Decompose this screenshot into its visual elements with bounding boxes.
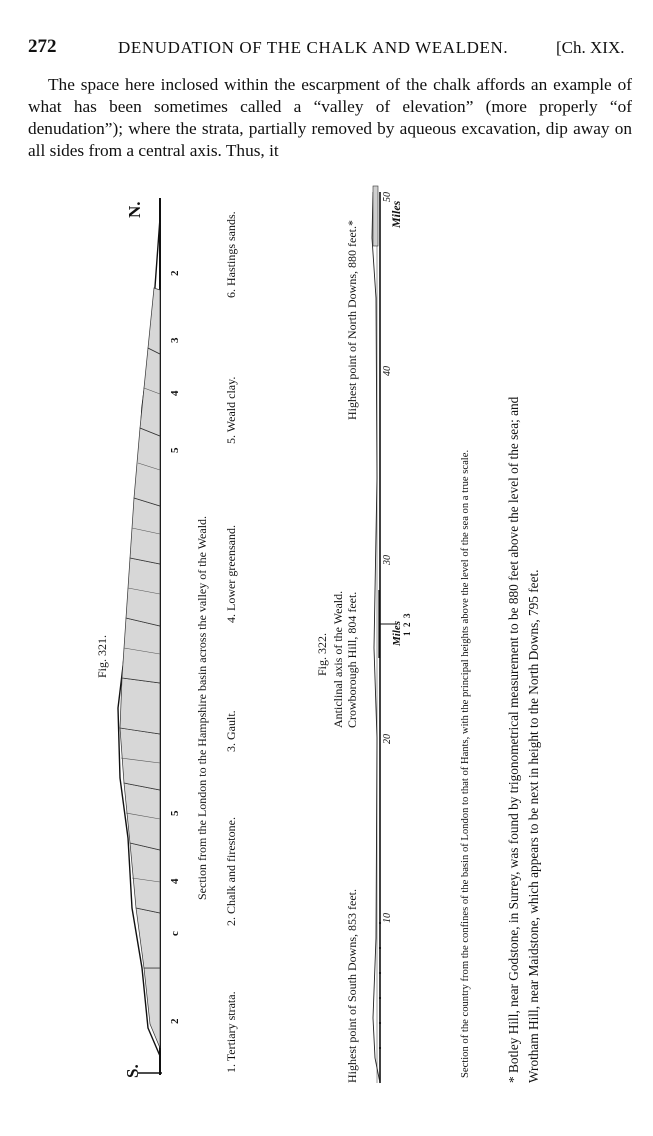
fig322-label: Fig. 322. — [315, 632, 329, 676]
stratum-number: 5 — [169, 810, 181, 816]
body-paragraph — [28, 74, 632, 162]
fig321-section — [118, 198, 162, 1075]
fig322-north-downs-label: Highest point of North Downs, 880 feet.* — [345, 220, 359, 420]
stratum-number: 2 — [169, 1018, 181, 1024]
fig322-south-downs-label: Highest point of South Downs, 853 feet. — [345, 889, 359, 1083]
stratum-number: 5 — [169, 447, 181, 453]
fig321-label: Fig. 321. — [95, 634, 109, 678]
stratum-number: 4 — [169, 878, 181, 884]
chapter-label: [Ch. XIX. — [556, 38, 625, 57]
small-scale-tick: 1 — [402, 631, 412, 636]
scale-mile-label: 40 — [382, 366, 393, 376]
paragraph-line: example of what has been sometimes called a “valley of elevation” — [28, 75, 632, 116]
fig322-small-scale — [391, 613, 412, 647]
running-title: DENUDATION OF THE CHALK AND WEALDEN. — [118, 38, 509, 57]
page-number: 272 — [28, 36, 57, 57]
paragraph-line: aqueous excavation, dip away on all sides from a central axis. Thus, it — [28, 119, 632, 160]
stratum-number: 3 — [169, 337, 181, 343]
figure-plate — [28, 178, 632, 1093]
scale-mile-label: 20 — [382, 734, 393, 744]
fig321-stratum-numbers — [169, 270, 181, 1024]
legend-item: 5. Weald clay. — [224, 376, 238, 444]
fig321-caption: Section from the London to the Hampshire basin across the valley of the Weald. — [195, 515, 209, 900]
footnote-line-2: Wrotham Hill, near Maidstone, which appears to be next in height to the North Downs, 795 feet. — [526, 569, 541, 1083]
stratum-number: 2 — [169, 270, 181, 276]
small-scale-tick: 3 — [402, 613, 412, 618]
paragraph-line: The space here inclosed within the escarpment of the chalk affords an — [48, 75, 548, 94]
legend-item: 3. Gault. — [224, 710, 238, 752]
fig322-caption: Section of the country from the confines of the basin of London to that of Hants, with the principal heights above the level of the sea on a true scale. — [460, 449, 471, 1078]
scale-miles-word: Miles — [389, 200, 403, 228]
scale-mile-label: 50 — [382, 192, 393, 202]
fig322-anticlinal-label: Anticlinal axis of the Weald. — [331, 590, 345, 728]
small-scale-miles-word: Miles — [391, 620, 403, 646]
fig321-south-end: S. — [123, 1064, 142, 1078]
legend-item: 2. Chalk and firestone. — [224, 817, 238, 926]
stratum-number: c — [169, 931, 181, 936]
small-scale-tick: 2 — [402, 622, 412, 627]
legend-item: 6. Hastings sands. — [224, 211, 238, 298]
footnote-line-1: * Botley Hill, near Godstone, in Surrey, was found by trigonometrical measurement to be 880 feet above the level of the sea; and — [506, 396, 521, 1083]
legend-item: 4. Lower greensand. — [224, 525, 238, 623]
scale-mile-label: 10 — [382, 913, 393, 923]
fig321-legend — [224, 211, 238, 1073]
legend-item: 1. Tertiary strata. — [224, 991, 238, 1073]
paragraph-line: (more properly “of denudation”); where the strata, partially removed by — [28, 97, 632, 138]
fig322-crowborough-label: Crowborough Hill, 804 feet. — [345, 591, 359, 728]
scale-mile-label: 30 — [382, 555, 393, 565]
fig321-north-end: N. — [125, 201, 144, 218]
fig322-scale-labels — [382, 192, 393, 923]
running-header — [28, 36, 628, 62]
stratum-number: 4 — [169, 390, 181, 396]
